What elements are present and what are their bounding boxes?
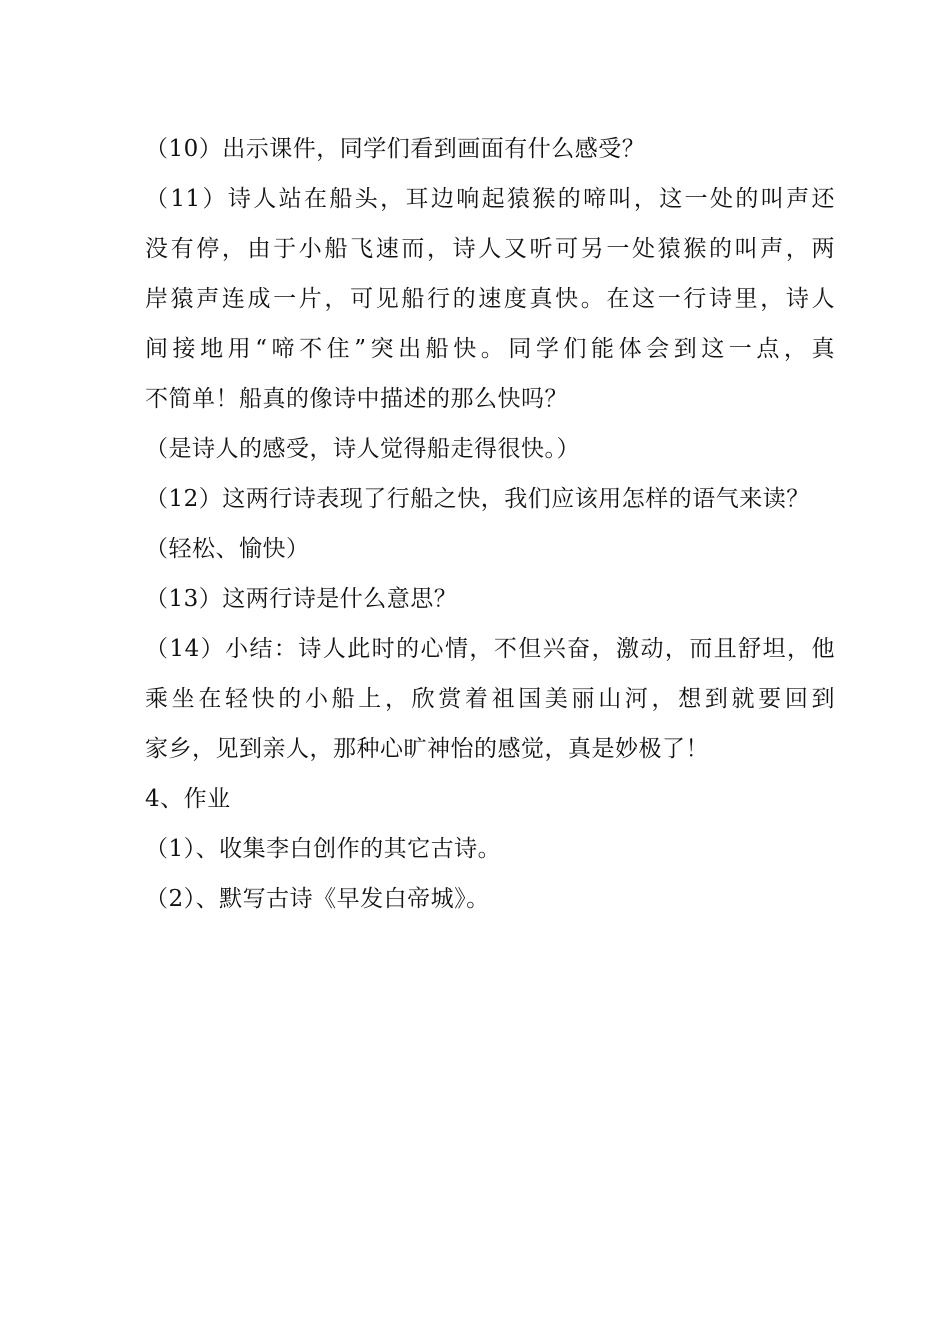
paragraph-line-11-continued: 没有停，由于小船飞速而，诗人又听可另一处猿猴的叫声，两 [145, 236, 835, 262]
document-body [145, 124, 835, 924]
paragraph-answer-tone: （轻松、愉快） [145, 536, 310, 562]
homework-item-1: （1）、收集李白创作的其它古诗。 [145, 836, 502, 862]
homework-heading: 4、作业 [145, 786, 231, 812]
paragraph-line-14-end: 家乡，见到亲人，那种心旷神怡的感觉，真是妙极了！ [145, 736, 709, 762]
paragraph-line-11-end: 不简单！船真的像诗中描述的那么快吗？ [145, 386, 568, 412]
paragraph-line-11-continued-3: 间接地用“啼不住”突出船快。同学们能体会到这一点，真 [145, 336, 835, 362]
paragraph-line-14-continued: 乘坐在轻快的小船上，欣赏着祖国美丽山河，想到就要回到 [145, 686, 835, 712]
paragraph-line-12: （12）这两行诗表现了行船之快，我们应该用怎样的语气来读？ [145, 486, 810, 512]
paragraph-line-11-continued-2: 岸猿声连成一片，可见船行的速度真快。在这一行诗里，诗人 [145, 286, 835, 312]
paragraph-line-10-prompt: （10）出示课件，同学们看到画面有什么感受？ [145, 136, 646, 162]
homework-item-2: （2）、默写古诗《早发白帝城》。 [145, 886, 490, 912]
paragraph-line-13: （13）这两行诗是什么意思？ [145, 586, 458, 612]
paragraph-line-11-start: （11）诗人站在船头，耳边响起猿猴的啼叫，这一处的叫声还 [145, 186, 835, 212]
paragraph-line-14-start: （14）小结：诗人此时的心情，不但兴奋，激动，而且舒坦，他 [145, 636, 835, 662]
paragraph-answer-line: （是诗人的感受，诗人觉得船走得很快。） [145, 436, 580, 462]
